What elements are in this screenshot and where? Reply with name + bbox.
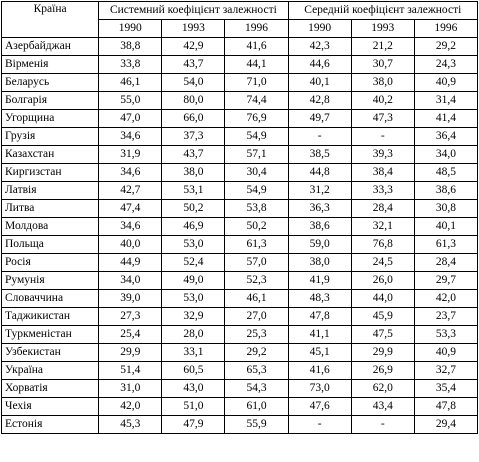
value-cell: 62,0 — [351, 380, 414, 398]
country-cell: Азербайджан — [2, 38, 99, 56]
table-row — [2, 398, 478, 416]
value-cell: 40,1 — [288, 74, 351, 92]
value-cell: 42,8 — [288, 92, 351, 110]
value-cell: 54,9 — [225, 128, 288, 146]
value-cell: 40,1 — [414, 218, 477, 236]
value-cell: 34,6 — [99, 128, 162, 146]
table-row — [2, 344, 478, 362]
value-cell: 49,0 — [162, 272, 225, 290]
value-cell: 31,2 — [288, 182, 351, 200]
value-cell: 36,3 — [288, 200, 351, 218]
value-cell: 65,3 — [225, 362, 288, 380]
table-row — [2, 38, 478, 56]
value-cell: 32,1 — [351, 218, 414, 236]
value-cell: 40,0 — [99, 236, 162, 254]
value-cell: 66,0 — [162, 110, 225, 128]
country-cell: Словаччина — [2, 290, 99, 308]
value-cell: 39,3 — [351, 146, 414, 164]
value-cell: 47,9 — [162, 416, 225, 434]
value-cell: 24,5 — [351, 254, 414, 272]
value-cell: 38,6 — [288, 218, 351, 236]
value-cell: 60,5 — [162, 362, 225, 380]
country-cell: Грузія — [2, 128, 99, 146]
value-cell: 28,4 — [414, 254, 477, 272]
value-cell: 42,3 — [288, 38, 351, 56]
country-cell: Литва — [2, 200, 99, 218]
country-cell: Хорватія — [2, 380, 99, 398]
table-row — [2, 362, 478, 380]
value-cell: 50,2 — [225, 218, 288, 236]
value-cell: 47,3 — [351, 110, 414, 128]
value-cell: 80,0 — [162, 92, 225, 110]
year-header: 1990 — [288, 20, 351, 38]
country-cell: Чехія — [2, 398, 99, 416]
country-cell: Болгарія — [2, 92, 99, 110]
value-cell: 33,3 — [351, 182, 414, 200]
value-cell: 55,0 — [99, 92, 162, 110]
value-cell: 30,4 — [225, 164, 288, 182]
value-cell: 53,0 — [162, 290, 225, 308]
country-cell: Туркменістан — [2, 326, 99, 344]
country-cell: Беларусь — [2, 74, 99, 92]
table-row — [2, 272, 478, 290]
value-cell: 38,0 — [351, 74, 414, 92]
value-cell: 34,6 — [99, 164, 162, 182]
value-cell: 30,7 — [351, 56, 414, 74]
table-row — [2, 326, 478, 344]
value-cell: 41,6 — [288, 362, 351, 380]
value-cell: 37,3 — [162, 128, 225, 146]
value-cell: 38,6 — [414, 182, 477, 200]
value-cell: 35,4 — [414, 380, 477, 398]
value-cell: 44,6 — [288, 56, 351, 74]
country-column-header: Країна — [2, 2, 99, 38]
value-cell: 44,0 — [351, 290, 414, 308]
value-cell: 53,3 — [414, 326, 477, 344]
table-row — [2, 236, 478, 254]
value-cell: 34,0 — [99, 272, 162, 290]
value-cell: 26,9 — [351, 362, 414, 380]
table-row — [2, 146, 478, 164]
country-cell: Румунія — [2, 272, 99, 290]
value-cell: 43,4 — [351, 398, 414, 416]
country-cell: Польща — [2, 236, 99, 254]
table-row — [2, 254, 478, 272]
value-cell: - — [288, 128, 351, 146]
value-cell: 28,0 — [162, 326, 225, 344]
value-cell: 57,0 — [225, 254, 288, 272]
value-cell: 39,0 — [99, 290, 162, 308]
value-cell: 34,0 — [414, 146, 477, 164]
value-cell: 31,9 — [99, 146, 162, 164]
table-row — [2, 380, 478, 398]
value-cell: 29,4 — [414, 416, 477, 434]
value-cell: 29,9 — [99, 344, 162, 362]
value-cell: 27,3 — [99, 308, 162, 326]
value-cell: 38,5 — [288, 146, 351, 164]
value-cell: 26,0 — [351, 272, 414, 290]
table-row — [2, 56, 478, 74]
value-cell: 54,0 — [162, 74, 225, 92]
year-header: 1993 — [162, 20, 225, 38]
value-cell: 53,8 — [225, 200, 288, 218]
table-body — [2, 38, 478, 434]
value-cell: 48,3 — [288, 290, 351, 308]
country-cell: Киргизстан — [2, 164, 99, 182]
value-cell: 25,4 — [99, 326, 162, 344]
table-row — [2, 92, 478, 110]
value-cell: 21,2 — [351, 38, 414, 56]
value-cell: 50,2 — [162, 200, 225, 218]
value-cell: 51,4 — [99, 362, 162, 380]
table-row — [2, 128, 478, 146]
value-cell: 47,5 — [351, 326, 414, 344]
value-cell: 76,9 — [225, 110, 288, 128]
value-cell: 29,2 — [414, 38, 477, 56]
value-cell: 47,6 — [288, 398, 351, 416]
value-cell: 44,8 — [288, 164, 351, 182]
value-cell: 29,7 — [414, 272, 477, 290]
year-header: 1990 — [99, 20, 162, 38]
value-cell: 55,9 — [225, 416, 288, 434]
value-cell: 34,6 — [99, 218, 162, 236]
country-cell: Росія — [2, 254, 99, 272]
value-cell: 45,9 — [351, 308, 414, 326]
value-cell: 41,6 — [225, 38, 288, 56]
value-cell: 74,4 — [225, 92, 288, 110]
value-cell: 45,1 — [288, 344, 351, 362]
value-cell: 43,7 — [162, 56, 225, 74]
value-cell: 38,0 — [162, 164, 225, 182]
value-cell: - — [351, 416, 414, 434]
table-row — [2, 290, 478, 308]
country-cell: Молдова — [2, 218, 99, 236]
value-cell: 61,0 — [225, 398, 288, 416]
table-row — [2, 416, 478, 434]
value-cell: 51,0 — [162, 398, 225, 416]
table-row — [2, 74, 478, 92]
value-cell: 52,4 — [162, 254, 225, 272]
value-cell: 24,3 — [414, 56, 477, 74]
value-cell: 54,3 — [225, 380, 288, 398]
value-cell: 47,0 — [99, 110, 162, 128]
value-cell: 31,4 — [414, 92, 477, 110]
value-cell: 27,0 — [225, 308, 288, 326]
value-cell: 44,1 — [225, 56, 288, 74]
value-cell: 45,3 — [99, 416, 162, 434]
value-cell: 40,2 — [351, 92, 414, 110]
value-cell: 47,8 — [414, 398, 477, 416]
value-cell: 76,8 — [351, 236, 414, 254]
value-cell: 32,7 — [414, 362, 477, 380]
value-cell: 52,3 — [225, 272, 288, 290]
value-cell: 47,4 — [99, 200, 162, 218]
year-header: 1996 — [225, 20, 288, 38]
year-header: 1996 — [414, 20, 477, 38]
year-header: 1993 — [351, 20, 414, 38]
value-cell: 40,9 — [414, 344, 477, 362]
value-cell: - — [288, 416, 351, 434]
value-cell: 53,1 — [162, 182, 225, 200]
value-cell: 47,8 — [288, 308, 351, 326]
value-cell: 38,8 — [99, 38, 162, 56]
value-cell: 28,4 — [351, 200, 414, 218]
country-cell: Таджикистан — [2, 308, 99, 326]
value-cell: 46,9 — [162, 218, 225, 236]
table-row — [2, 200, 478, 218]
value-cell: 23,7 — [414, 308, 477, 326]
value-cell: 49,7 — [288, 110, 351, 128]
system-ratio-group-header: Системний коефіцієнт залежності — [99, 2, 288, 20]
value-cell: 46,1 — [99, 74, 162, 92]
value-cell: 46,1 — [225, 290, 288, 308]
value-cell: 42,0 — [414, 290, 477, 308]
country-cell: Узбекистан — [2, 344, 99, 362]
value-cell: 73,0 — [288, 380, 351, 398]
value-cell: 53,0 — [162, 236, 225, 254]
value-cell: 32,9 — [162, 308, 225, 326]
value-cell: 38,4 — [351, 164, 414, 182]
value-cell: 61,3 — [414, 236, 477, 254]
country-cell: Латвія — [2, 182, 99, 200]
average-ratio-group-header: Середній коефіцієнт залежності — [288, 2, 477, 20]
value-cell: 42,9 — [162, 38, 225, 56]
value-cell: 41,9 — [288, 272, 351, 290]
country-cell: Угорщина — [2, 110, 99, 128]
value-cell: 43,0 — [162, 380, 225, 398]
value-cell: 30,8 — [414, 200, 477, 218]
value-cell: 71,0 — [225, 74, 288, 92]
value-cell: 48,5 — [414, 164, 477, 182]
value-cell: 43,7 — [162, 146, 225, 164]
table-header — [2, 2, 478, 38]
value-cell: 42,0 — [99, 398, 162, 416]
dependency-ratio-table — [1, 1, 478, 434]
value-cell: 36,4 — [414, 128, 477, 146]
country-cell: Естонія — [2, 416, 99, 434]
table-row — [2, 110, 478, 128]
table-row — [2, 164, 478, 182]
country-cell: Казахстан — [2, 146, 99, 164]
value-cell: 25,3 — [225, 326, 288, 344]
value-cell: 31,0 — [99, 380, 162, 398]
table-row — [2, 308, 478, 326]
header-row-groups — [2, 2, 478, 20]
value-cell: 61,3 — [225, 236, 288, 254]
value-cell: 33,8 — [99, 56, 162, 74]
table-row — [2, 182, 478, 200]
table-row — [2, 218, 478, 236]
country-cell: Україна — [2, 362, 99, 380]
value-cell: 33,1 — [162, 344, 225, 362]
value-cell: 29,9 — [351, 344, 414, 362]
value-cell: 38,0 — [288, 254, 351, 272]
value-cell: 44,9 — [99, 254, 162, 272]
value-cell: 54,9 — [225, 182, 288, 200]
value-cell: 59,0 — [288, 236, 351, 254]
value-cell: 57,1 — [225, 146, 288, 164]
value-cell: 29,2 — [225, 344, 288, 362]
country-cell: Вірменія — [2, 56, 99, 74]
value-cell: 41,4 — [414, 110, 477, 128]
value-cell: 40,9 — [414, 74, 477, 92]
value-cell: 42,7 — [99, 182, 162, 200]
value-cell: - — [351, 128, 414, 146]
value-cell: 41,1 — [288, 326, 351, 344]
